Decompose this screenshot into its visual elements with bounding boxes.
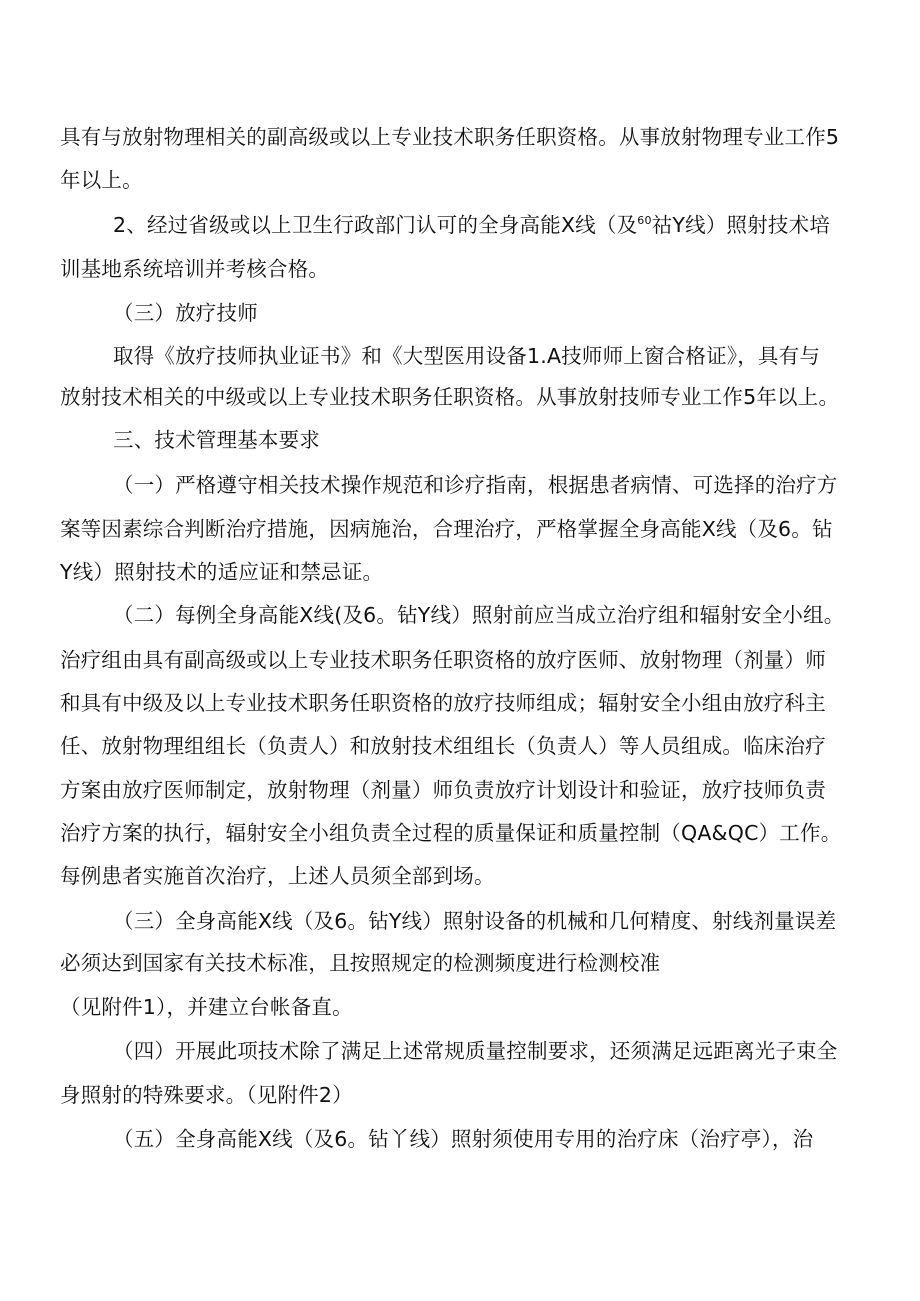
- text-line: 年以上。: [60, 168, 143, 192]
- text-line: 任、放射物理组组长（负责人）和放射技术组组长（负责人）等人员组成。临床治疗: [60, 734, 826, 758]
- superscript: 60: [637, 214, 652, 228]
- text-line: （三）全身高能X线（及6。钻Y线）照射设备的机械和几何精度、射线剂量误差: [113, 909, 837, 933]
- text-line: 必须达到国家有关技术标准，且按照规定的检测频度进行检测校准: [60, 951, 661, 975]
- text-line: （二）每例全身高能X线(及6。钻Y线）照射前应当成立治疗组和辐射安全小组。: [113, 603, 845, 627]
- text-line: 治疗组由具有副高级或以上专业技术职务任职资格的放疗医师、放射物理（剂量）师: [60, 648, 826, 672]
- text-line: 具有与放射物理相关的副高级或以上专业技术职务任职资格。从事放射物理专业工作5: [60, 125, 840, 149]
- text-line: Y线）照射技术的适应证和禁忌证。: [60, 560, 384, 584]
- text-line: 身照射的特殊要求。（见附件2）: [60, 1083, 353, 1107]
- text-line: 训基地系统培训并考核合格。: [60, 257, 330, 281]
- text-fragment: 2、经过省级或以上卫生行政部门认可的全身高能X线（及: [113, 213, 638, 237]
- text-line: 取得《放疗技师执业证书》和《大型医用设备1.A技师师上窗合格证》，具有与: [113, 344, 821, 368]
- section-heading: 三、技术管理基本要求: [113, 428, 320, 452]
- text-line: 每例患者实施首次治疗，上述人员须全部到场。: [60, 864, 495, 888]
- section-heading: （三）放疗技师: [113, 301, 258, 325]
- text-line: （四）开展此项技术除了满足上述常规质量控制要求，还须满足远距离光子束全: [113, 1039, 838, 1063]
- text-line: 和具有中级及以上专业技术职务任职资格的放疗技师组成；辐射安全小组由放疗科主: [60, 691, 826, 715]
- text-fragment: 祜Y线）照射技术培: [651, 213, 831, 237]
- text-line: 治疗方案的执行，辐射安全小组负责全过程的质量保证和质量控制（QA&QC）工作。: [60, 821, 842, 845]
- text-line: [113, 210, 830, 240]
- text-line: 方案由放疗医师制定，放射物理（剂量）师负责放疗计划设计和验证，放疗技师负责: [60, 778, 826, 802]
- text-line: （五）全身高能X线（及6。钻丫线）照射须使用专用的治疗床（治疗亭），治: [113, 1127, 814, 1151]
- text-line: 放射技术相关的中级或以上专业技术职务任职资格。从事放射技师专业工作5年以上。: [60, 385, 840, 409]
- text-line: （一）严格遵守相关技术操作规范和诊疗指南，根据患者病情、可选择的治疗方: [113, 473, 838, 497]
- text-line: 案等因素综合判断治疗措施，因病施治，合理治疗，严格掌握全身高能X线（及6。钻: [60, 517, 833, 541]
- text-line: （见附件1），并建立台帐备直。: [60, 995, 353, 1019]
